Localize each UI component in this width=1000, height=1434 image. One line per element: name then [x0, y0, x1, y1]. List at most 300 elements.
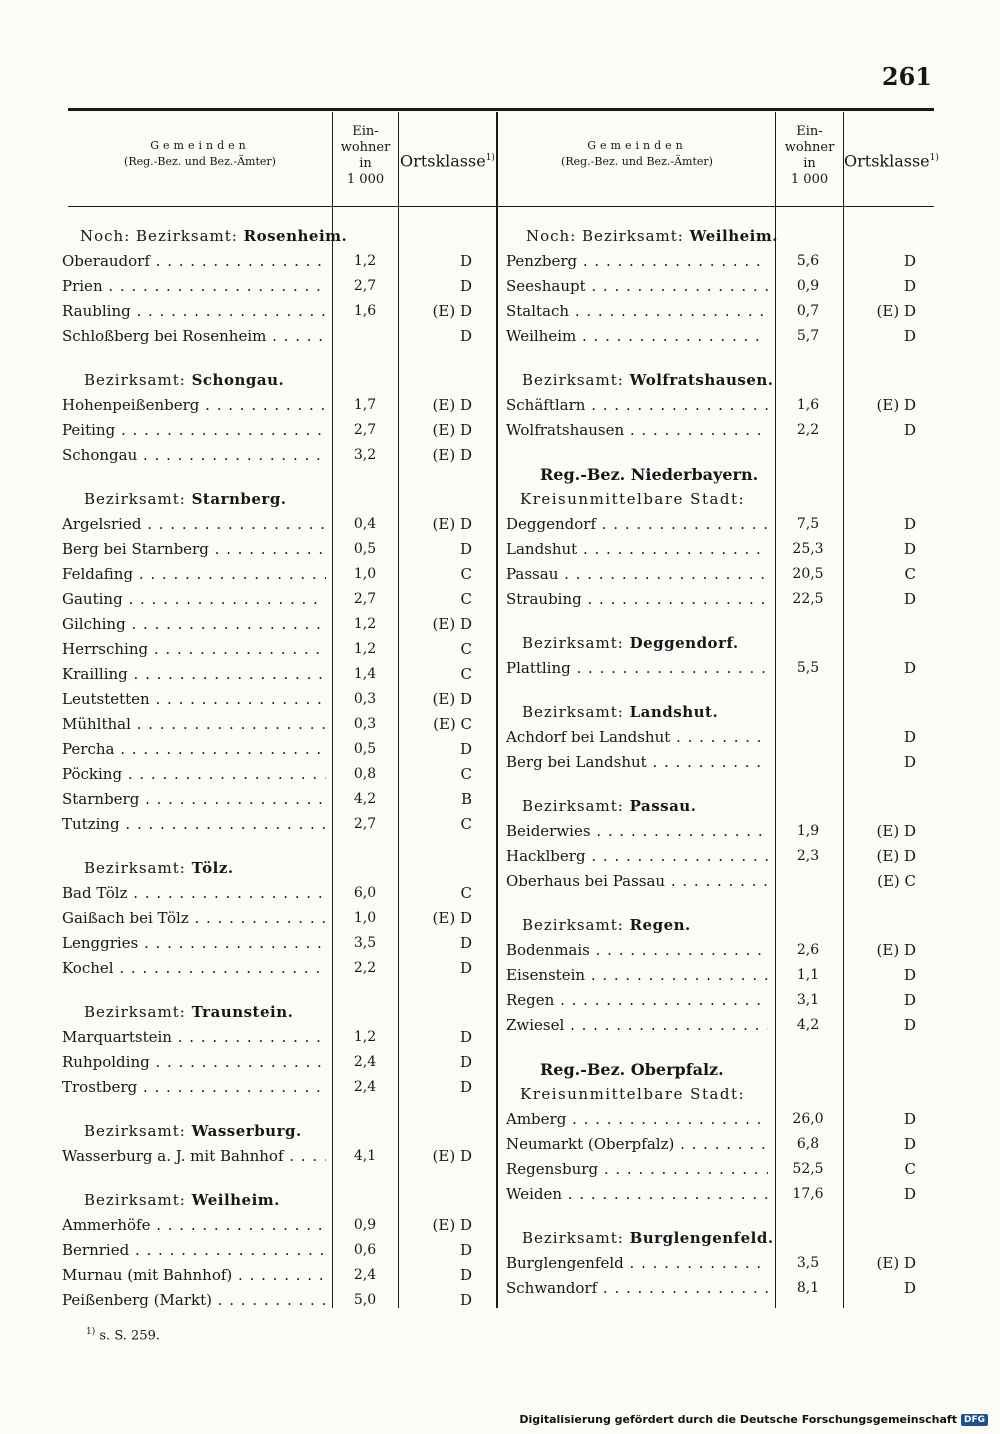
district-heading-text	[84, 1000, 293, 1025]
inhabitants-value: 6,0	[353, 885, 377, 901]
inhabitants-value: 3,5	[353, 935, 377, 951]
district-prefix: Noch: Bezirksamt:	[526, 227, 684, 245]
municipality-name: Hacklberg . . .	[506, 844, 768, 869]
district-heading	[62, 1119, 496, 1144]
table-row	[62, 1025, 496, 1050]
district-heading-text	[84, 487, 287, 512]
table-row	[62, 1263, 496, 1288]
district-name: Rosenheim.	[243, 227, 348, 245]
table-row	[506, 988, 934, 1013]
municipality-name: Eisenstein . . .	[506, 963, 768, 988]
table-row	[506, 274, 934, 299]
inhabitants-value: 0,9	[353, 1217, 377, 1233]
credit-text: Digitalisierung gefördert durch die Deutsche Forschungsgemeinschaft	[519, 1413, 957, 1426]
table-row	[506, 656, 934, 681]
municipality-name: Oberhaus bei Passau . . .	[506, 869, 768, 894]
district-prefix: Bezirksamt:	[84, 1191, 186, 1209]
table-row	[506, 1132, 934, 1157]
ortsklasse-value: (E) D	[432, 1147, 472, 1165]
municipality-name: Hohenpeißenberg . . .	[62, 393, 326, 418]
table-row	[62, 512, 496, 537]
section-gap	[62, 981, 496, 1000]
ortsklasse-value: (E) C	[433, 715, 472, 733]
municipality-name: Bernried . . .	[62, 1238, 326, 1263]
ortsklasse-value: D	[459, 1028, 472, 1046]
ortsklasse-value: D	[459, 740, 472, 758]
ortsklasse-value: (E) D	[876, 1254, 916, 1272]
district-prefix: Bezirksamt:	[84, 371, 186, 389]
header-gemeinden-sub: (Reg.-Bez. und Bez.-Ämter)	[561, 155, 713, 168]
header-ortsklasse-note: 1)	[485, 153, 495, 163]
inhabitants-value: 5,0	[353, 1292, 377, 1308]
table-row	[62, 1213, 496, 1238]
header-einwohner-line: in	[359, 156, 372, 171]
district-heading-text	[84, 856, 234, 881]
municipality-name: Kochel . . .	[62, 956, 326, 981]
table-row	[506, 1182, 934, 1207]
inhabitants-value: 4,1	[353, 1148, 377, 1164]
region-heading-text: Reg.-Bez. Oberpfalz.	[540, 1060, 724, 1079]
district-name: Wasserburg.	[191, 1122, 302, 1140]
district-prefix: Bezirksamt:	[522, 634, 624, 652]
district-heading-text	[84, 368, 284, 393]
left-column	[62, 224, 496, 1313]
inhabitants-value: 2,2	[796, 422, 820, 438]
district-name: Schongau.	[191, 371, 285, 389]
municipality-name: Achdorf bei Landshut . . .	[506, 725, 768, 750]
municipality-name: Percha . . .	[62, 737, 326, 762]
district-heading-text	[84, 1119, 302, 1144]
municipality-name: Weilheim . . .	[506, 324, 768, 349]
section-gap	[62, 1169, 496, 1188]
ortsklasse-value: D	[903, 252, 916, 270]
footnote-mark: 1)	[86, 1327, 96, 1337]
footnote	[86, 1327, 160, 1343]
subheading	[506, 487, 934, 512]
ortsklasse-value: C	[460, 765, 472, 783]
ortsklasse-value: (E) D	[876, 847, 916, 865]
inhabitants-value: 20,5	[792, 566, 824, 582]
district-prefix: Bezirksamt:	[84, 1122, 186, 1140]
municipality-name: Amberg . . .	[506, 1107, 768, 1132]
ortsklasse-value: D	[459, 959, 472, 977]
table-row	[62, 1144, 496, 1169]
section-gap	[62, 837, 496, 856]
district-heading-text	[522, 913, 691, 938]
municipality-name: Schwandorf . . .	[506, 1276, 768, 1301]
district-heading-text	[522, 700, 718, 725]
district-prefix: Bezirksamt:	[522, 797, 624, 815]
table-row	[506, 869, 934, 894]
municipality-name: Peißenberg (Markt) . . .	[62, 1288, 326, 1313]
table-row	[506, 1251, 934, 1276]
inhabitants-value: 1,2	[353, 641, 377, 657]
inhabitants-value: 52,5	[792, 1161, 824, 1177]
inhabitants-value: 1,2	[353, 253, 377, 269]
ortsklasse-value: D	[903, 1016, 916, 1034]
inhabitants-value: 5,6	[796, 253, 820, 269]
ortsklasse-value: C	[460, 590, 472, 608]
header-einwohner-line: in	[803, 156, 816, 171]
table-row	[62, 812, 496, 837]
section-gap	[62, 349, 496, 368]
header-einwohner-line: Ein-	[352, 124, 379, 139]
section-gap	[506, 1038, 934, 1057]
municipality-name: Prien . . .	[62, 274, 326, 299]
ortsklasse-value: (E) D	[876, 822, 916, 840]
table-row	[62, 906, 496, 931]
municipality-name: Seeshaupt . . .	[506, 274, 768, 299]
ortsklasse-value: D	[459, 1241, 472, 1259]
district-name: Weilheim.	[191, 1191, 280, 1209]
municipality-name: Penzberg . . .	[506, 249, 768, 274]
header-einwohner-line: wohner	[784, 140, 835, 155]
municipality-name: Tutzing . . .	[62, 812, 326, 837]
ortsklasse-value: D	[903, 1279, 916, 1297]
ortsklasse-value: (E) C	[877, 872, 916, 890]
section-gap	[506, 775, 934, 794]
table-row	[62, 737, 496, 762]
ortsklasse-value: D	[903, 1110, 916, 1128]
municipality-name: Wasserburg a. J. mit Bahnhof . . .	[62, 1144, 326, 1169]
header-ortsklasse-label: Ortsklasse	[844, 151, 930, 171]
district-heading	[62, 1000, 496, 1025]
header-gemeinden-right	[500, 138, 774, 170]
municipality-name: Gauting . . .	[62, 587, 326, 612]
ortsklasse-value: D	[903, 991, 916, 1009]
table-row	[506, 562, 934, 587]
header-einwohner-line: Ein-	[796, 124, 823, 139]
municipality-name: Krailling . . .	[62, 662, 326, 687]
table-row	[62, 274, 496, 299]
ortsklasse-value: D	[459, 277, 472, 295]
table-row	[506, 512, 934, 537]
section-gap	[506, 681, 934, 700]
municipality-name: Gilching . . .	[62, 612, 326, 637]
header-ortsklasse-left	[399, 150, 496, 169]
inhabitants-value: 3,1	[796, 992, 820, 1008]
district-heading	[62, 856, 496, 881]
table-row	[62, 1238, 496, 1263]
inhabitants-value: 0,3	[353, 716, 377, 732]
inhabitants-value: 2,4	[353, 1267, 377, 1283]
table-row	[62, 881, 496, 906]
municipality-name: Regensburg . . .	[506, 1157, 768, 1182]
municipality-name: Mühlthal . . .	[62, 712, 326, 737]
inhabitants-value: 4,2	[353, 791, 377, 807]
ortsklasse-value: D	[459, 252, 472, 270]
table-row	[62, 587, 496, 612]
district-name: Starnberg.	[191, 490, 287, 508]
municipality-name: Berg bei Starnberg . . .	[62, 537, 326, 562]
table-row	[506, 750, 934, 775]
inhabitants-value: 0,5	[353, 541, 377, 557]
district-heading	[62, 1188, 496, 1213]
district-name: Traunstein.	[191, 1003, 294, 1021]
region-heading	[506, 462, 934, 487]
municipality-name: Plattling . . .	[506, 656, 768, 681]
dfg-logo-icon: DFG	[961, 1414, 988, 1426]
header-einwohner-line: wohner	[340, 140, 391, 155]
ortsklasse-value: D	[903, 1135, 916, 1153]
center-divider	[496, 112, 498, 1308]
inhabitants-value: 2,4	[353, 1079, 377, 1095]
table-row	[506, 938, 934, 963]
subheading-text: Kreisunmittelbare Stadt:	[520, 490, 746, 508]
municipality-name: Schäftlarn . . .	[506, 393, 768, 418]
inhabitants-value: 22,5	[792, 591, 824, 607]
table-row	[62, 662, 496, 687]
region-heading	[506, 1057, 934, 1082]
inhabitants-value: 1,2	[353, 616, 377, 632]
table-row	[62, 418, 496, 443]
header-einwohner-line: 1 000	[790, 172, 829, 187]
district-prefix: Noch: Bezirksamt:	[80, 227, 238, 245]
inhabitants-value: 17,6	[792, 1186, 824, 1202]
ortsklasse-value: (E) D	[432, 1216, 472, 1234]
inhabitants-value: 2,7	[353, 278, 377, 294]
ortsklasse-value: C	[460, 565, 472, 583]
municipality-name: Landshut . . .	[506, 537, 768, 562]
ortsklasse-value: C	[460, 640, 472, 658]
district-heading-text	[522, 794, 696, 819]
ortsklasse-value: D	[459, 540, 472, 558]
municipality-name: Wolfratshausen . . .	[506, 418, 768, 443]
section-gap	[62, 1100, 496, 1119]
district-heading-text	[84, 1188, 280, 1213]
ortsklasse-value: D	[459, 934, 472, 952]
inhabitants-value: 1,1	[796, 967, 820, 983]
inhabitants-value: 0,6	[353, 1242, 377, 1258]
district-heading-text	[522, 1226, 774, 1251]
ortsklasse-value: D	[903, 753, 916, 771]
ortsklasse-value: C	[460, 665, 472, 683]
header-rule	[68, 206, 934, 207]
municipality-name: Murnau (mit Bahnhof) . . .	[62, 1263, 326, 1288]
ortsklasse-value: D	[459, 327, 472, 345]
inhabitants-value: 1,6	[796, 397, 820, 413]
district-heading	[62, 368, 496, 393]
district-name: Wolfratshausen.	[629, 371, 774, 389]
inhabitants-value: 7,5	[796, 516, 820, 532]
inhabitants-value: 25,3	[792, 541, 824, 557]
inhabitants-value: 8,1	[796, 1280, 820, 1296]
top-rule	[68, 108, 934, 111]
ortsklasse-value: D	[903, 590, 916, 608]
municipality-name: Peiting . . .	[62, 418, 326, 443]
footnote-text: s. S. 259.	[99, 1328, 160, 1344]
ortsklasse-value: D	[459, 1053, 472, 1071]
ortsklasse-value: C	[460, 815, 472, 833]
page-number: 261	[881, 62, 932, 91]
municipality-name: Herrsching . . .	[62, 637, 326, 662]
district-heading	[506, 794, 934, 819]
inhabitants-value: 5,7	[796, 328, 820, 344]
ortsklasse-value: (E) D	[432, 690, 472, 708]
section-gap	[506, 443, 934, 462]
table-row	[62, 956, 496, 981]
municipality-name: Gaißach bei Tölz . . .	[62, 906, 326, 931]
header-gemeinden-left	[70, 138, 330, 170]
section-gap	[62, 468, 496, 487]
inhabitants-value: 0,3	[353, 691, 377, 707]
inhabitants-value: 2,7	[353, 422, 377, 438]
inhabitants-value: 6,8	[796, 1136, 820, 1152]
district-name: Passau.	[629, 797, 697, 815]
municipality-name: Bodenmais . . .	[506, 938, 768, 963]
inhabitants-value: 2,7	[353, 591, 377, 607]
inhabitants-value: 0,4	[353, 516, 377, 532]
ortsklasse-value: D	[903, 966, 916, 984]
district-name: Burglengenfeld.	[629, 1229, 774, 1247]
table-row	[62, 787, 496, 812]
table-row	[506, 418, 934, 443]
inhabitants-value: 0,9	[796, 278, 820, 294]
municipality-name: Leutstetten . . .	[62, 687, 326, 712]
table-row	[506, 299, 934, 324]
ortsklasse-value: B	[460, 790, 472, 808]
table-row	[506, 725, 934, 750]
inhabitants-value: 2,3	[796, 848, 820, 864]
subheading	[506, 1082, 934, 1107]
table-row	[506, 324, 934, 349]
municipality-name: Burglengenfeld . . .	[506, 1251, 768, 1276]
inhabitants-value: 5,5	[796, 660, 820, 676]
table-row	[62, 612, 496, 637]
inhabitants-value: 1,2	[353, 1029, 377, 1045]
table-row	[62, 1288, 496, 1313]
table-row	[506, 587, 934, 612]
header-ortsklasse-note: 1)	[929, 153, 939, 163]
inhabitants-value: 2,6	[796, 942, 820, 958]
inhabitants-value: 0,7	[796, 303, 820, 319]
inhabitants-value: 26,0	[792, 1111, 824, 1127]
district-prefix: Bezirksamt:	[84, 490, 186, 508]
municipality-name: Passau . . .	[506, 562, 768, 587]
table-row	[62, 299, 496, 324]
inhabitants-value: 1,7	[353, 397, 377, 413]
ortsklasse-value: D	[903, 1185, 916, 1203]
municipality-name: Raubling . . .	[62, 299, 326, 324]
municipality-name: Schloßberg bei Rosenheim . . .	[62, 324, 326, 349]
district-prefix: Bezirksamt:	[522, 916, 624, 934]
district-heading-text	[522, 631, 739, 656]
table-row	[62, 537, 496, 562]
municipality-name: Argelsried . . .	[62, 512, 326, 537]
section-gap	[506, 349, 934, 368]
municipality-name: Weiden . . .	[506, 1182, 768, 1207]
table-row	[506, 844, 934, 869]
inhabitants-value: 1,0	[353, 910, 377, 926]
district-name: Weilheim.	[689, 227, 778, 245]
table-row	[62, 931, 496, 956]
header-gemeinden-label: Gemeinden	[587, 139, 687, 152]
municipality-name: Staltach . . .	[506, 299, 768, 324]
ortsklasse-value: (E) D	[432, 446, 472, 464]
table-row	[62, 712, 496, 737]
table-row	[62, 249, 496, 274]
header-einwohner-right	[776, 124, 843, 188]
table-row	[506, 819, 934, 844]
ortsklasse-value: (E) D	[432, 615, 472, 633]
header-ortsklasse-label: Ortsklasse	[400, 151, 486, 171]
header-ortsklasse-right	[844, 150, 939, 171]
digitization-credit	[519, 1413, 988, 1426]
district-heading-text	[80, 224, 347, 249]
district-heading-text	[526, 224, 778, 249]
district-heading-text	[522, 368, 774, 393]
ortsklasse-value: D	[903, 659, 916, 677]
ortsklasse-value: D	[903, 515, 916, 533]
inhabitants-value: 2,2	[353, 960, 377, 976]
ortsklasse-value: D	[903, 540, 916, 558]
municipality-name: Berg bei Landshut . . .	[506, 750, 768, 775]
header-gemeinden-label: Gemeinden	[150, 139, 250, 152]
inhabitants-value: 4,2	[796, 1017, 820, 1033]
municipality-name: Schongau . . .	[62, 443, 326, 468]
inhabitants-value: 3,2	[353, 447, 377, 463]
table-row	[506, 249, 934, 274]
table-row	[506, 1276, 934, 1301]
table-row	[62, 762, 496, 787]
municipality-name: Ammerhöfe . . .	[62, 1213, 326, 1238]
table-row	[62, 393, 496, 418]
ortsklasse-value: (E) D	[876, 396, 916, 414]
ortsklasse-value: (E) D	[876, 302, 916, 320]
ortsklasse-value: C	[904, 1160, 916, 1178]
inhabitants-value: 0,8	[353, 766, 377, 782]
district-prefix: Bezirksamt:	[522, 371, 624, 389]
ortsklasse-value: (E) D	[432, 302, 472, 320]
municipality-name: Ruhpolding . . .	[62, 1050, 326, 1075]
municipality-name: Marquartstein . . .	[62, 1025, 326, 1050]
municipality-name: Zwiesel . . .	[506, 1013, 768, 1038]
inhabitants-value: 2,4	[353, 1054, 377, 1070]
ortsklasse-value: D	[903, 421, 916, 439]
district-heading	[506, 631, 934, 656]
district-heading	[62, 224, 496, 249]
ortsklasse-value: D	[459, 1266, 472, 1284]
inhabitants-value: 1,4	[353, 666, 377, 682]
ortsklasse-value: D	[903, 728, 916, 746]
ortsklasse-value: C	[460, 884, 472, 902]
municipality-name: Bad Tölz . . .	[62, 881, 326, 906]
district-prefix: Bezirksamt:	[84, 859, 186, 877]
region-heading-text: Reg.-Bez. Niederbayern.	[540, 465, 759, 484]
inhabitants-value: 2,7	[353, 816, 377, 832]
district-name: Regen.	[629, 916, 691, 934]
section-gap	[506, 612, 934, 631]
section-gap	[506, 894, 934, 913]
inhabitants-value: 1,9	[796, 823, 820, 839]
right-column	[506, 224, 934, 1301]
municipality-name: Trostberg . . .	[62, 1075, 326, 1100]
ortsklasse-value: (E) D	[432, 396, 472, 414]
municipality-name: Straubing . . .	[506, 587, 768, 612]
table-row	[62, 637, 496, 662]
municipality-name: Oberaudorf . . .	[62, 249, 326, 274]
table-row	[62, 1050, 496, 1075]
table-row	[506, 1107, 934, 1132]
inhabitants-value: 1,6	[353, 303, 377, 319]
municipality-name: Regen . . .	[506, 988, 768, 1013]
municipality-name: Starnberg . . .	[62, 787, 326, 812]
ortsklasse-value: (E) D	[432, 515, 472, 533]
municipality-name: Lenggries . . .	[62, 931, 326, 956]
municipality-name: Pöcking . . .	[62, 762, 326, 787]
header-gemeinden-sub: (Reg.-Bez. und Bez.-Ämter)	[124, 155, 276, 168]
header-einwohner-line: 1 000	[346, 172, 385, 187]
